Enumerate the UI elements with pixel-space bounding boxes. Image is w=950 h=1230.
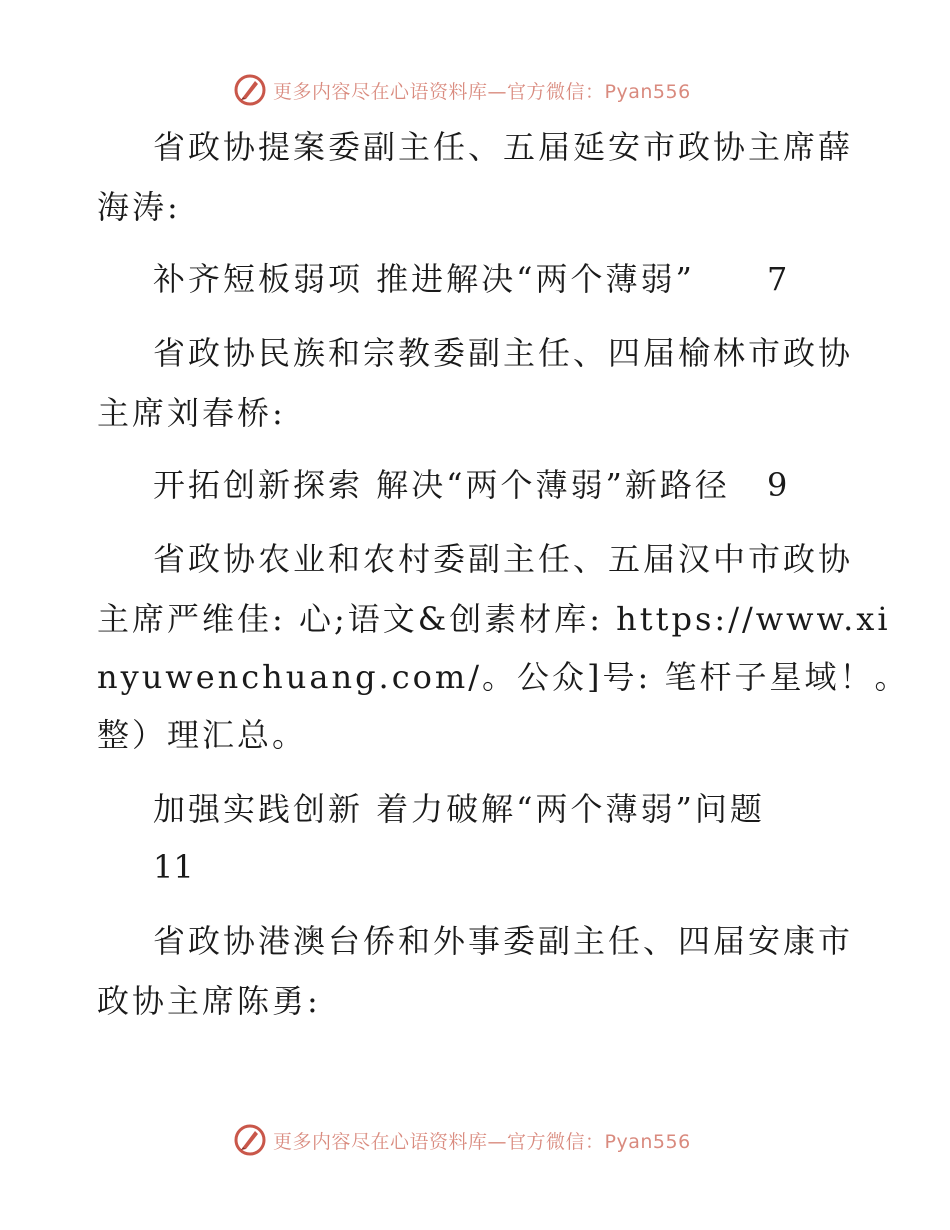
toc-author-line: 省政协提案委副主任、五届延安市政协主席薛	[153, 128, 854, 166]
toc-author-line: 省政协港澳台侨和外事委副主任、四届安康市	[153, 922, 854, 960]
toc-author-line: 整）理汇总。	[97, 716, 308, 754]
footer-watermark	[233, 1122, 691, 1158]
toc-entry-title: 补齐短板弱项 推进解决“两个薄弱”	[153, 260, 695, 298]
quill-circle-logo-icon	[233, 73, 267, 107]
toc-author-line: 海涛:	[97, 188, 181, 226]
toc-author-line: nyuwenchuang.com/。公众]号: 笔杆子星域！。	[97, 658, 910, 696]
toc-author-line: 省政协民族和宗教委副主任、四届榆林市政协	[153, 334, 854, 372]
watermark-text: 更多内容尽在心语资料库—官方微信：Pyan556	[273, 80, 691, 103]
toc-page-number: 7	[767, 260, 788, 298]
quill-circle-logo-icon	[233, 1123, 267, 1157]
toc-page-number: 9	[767, 466, 788, 504]
watermark-text: 更多内容尽在心语资料库—官方微信：Pyan556	[273, 1130, 691, 1153]
header-watermark	[233, 72, 691, 108]
toc-author-line: 政协主席陈勇:	[97, 982, 321, 1020]
toc-page-number: 11	[153, 848, 194, 886]
toc-entry-title: 开拓创新探索 解决“两个薄弱”新路径	[153, 466, 730, 504]
toc-author-line: 主席严维佳: 心;语文&创素材库: https://www.xi	[97, 600, 891, 638]
toc-entry-title: 加强实践创新 着力破解“两个薄弱”问题	[153, 790, 765, 828]
toc-author-line: 主席刘春桥:	[97, 394, 286, 432]
toc-author-line: 省政协农业和农村委副主任、五届汉中市政协	[153, 540, 854, 578]
